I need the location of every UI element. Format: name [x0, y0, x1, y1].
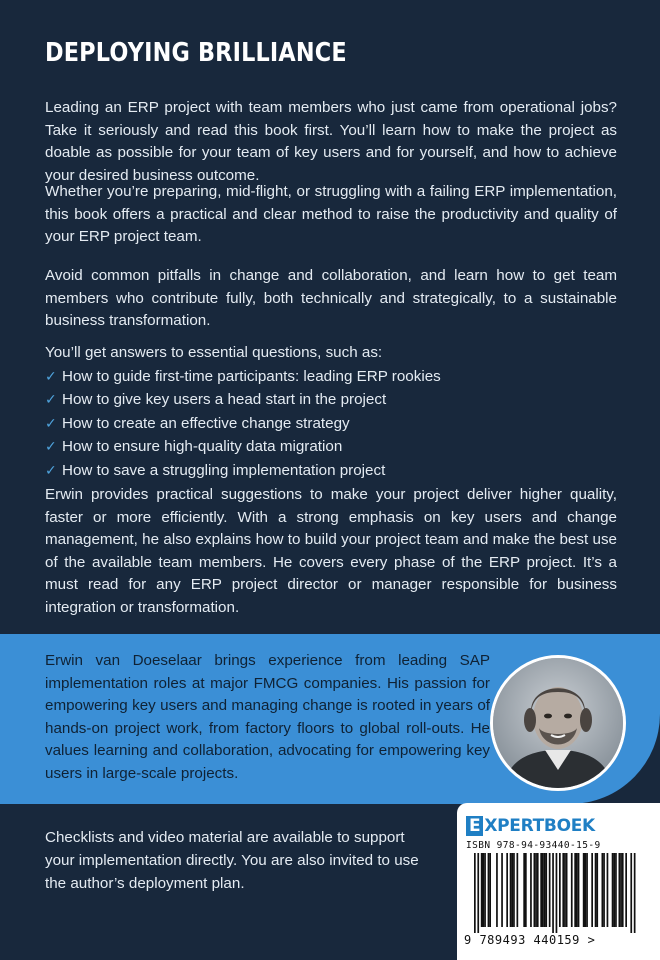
author-photo: [490, 655, 626, 791]
list-item-text: How to ensure high-quality data migration: [62, 438, 343, 455]
book-title: DEPLOYING BRILLIANCE: [45, 38, 347, 68]
barcode-bar: [477, 853, 479, 933]
barcode-bar: [583, 853, 585, 927]
intro-text: Leading an ERP project with team members who just came from operational jobs? Take it seriously and read this book first. You’ll learn how to make the project as doable as possible for your team of key users and for yourself, and how to achieve your desired business outcome.: [45, 99, 617, 184]
barcode-bar: [566, 853, 568, 927]
author-bio-text: Erwin van Doeselaar brings experience from leading SAP implementation roles at major FMCG companies. His passion for empowering key users and managing change is rooted in years of hands-on project work, from factory floors to global roll-outs. He values learning and collaboration, advocating for empowering key users in large-scale projects.: [45, 652, 490, 782]
barcode-bar: [535, 853, 537, 927]
closing-paragraph: [45, 826, 435, 895]
barcode-bar: [496, 853, 498, 927]
barcode-bar: [530, 853, 532, 927]
intro-paragraph: [45, 97, 617, 187]
barcode-bar: [595, 853, 597, 927]
checkmark-icon: ✓: [45, 391, 57, 407]
checkmark-icon: ✓: [45, 461, 57, 478]
list-item: [45, 412, 617, 436]
barcode-bar: [537, 853, 539, 927]
barcode-bar: [544, 853, 546, 927]
barcode-bar: [525, 853, 527, 927]
questions-section: [45, 342, 617, 482]
barcode-bar: [562, 853, 564, 927]
barcode-bar: [596, 853, 598, 927]
barcode-bar: [578, 853, 580, 927]
barcode-bar: [613, 853, 615, 927]
checkmark-icon: ✓: [45, 438, 57, 454]
barcode-bar: [607, 853, 609, 927]
suggestions-text: Erwin provides practical suggestions to make your project deliver higher quality, faster or more efficiently. With a strong emphasis on key users and change management, he also explains how to build your project team and make the best use of the available team members. He covers every phase of the ERP project. It’s a must read for any ERP project director or manager responsible for business integration or transformation.: [45, 486, 617, 616]
barcode-bar: [513, 853, 515, 927]
list-item-text: How to create an effective change strategy: [62, 414, 350, 432]
barcode-bar: [574, 853, 576, 927]
barcode-bar: [620, 853, 622, 927]
barcode-bar: [523, 853, 525, 927]
barcode-bar: [634, 853, 636, 933]
barcode-bar: [552, 853, 554, 933]
suggestions-paragraph: [45, 484, 617, 619]
barcode-bar: [591, 853, 593, 927]
barcode-bar: [625, 853, 627, 927]
questions-intro: You’ll get answers to essential questions, such as:: [45, 344, 383, 361]
barcode-bar: [585, 853, 587, 927]
barcode-bar: [484, 853, 486, 927]
list-item-text: How to save a struggling implementation project: [62, 461, 386, 479]
barcode-bar: [540, 853, 542, 927]
barcode-digits: 9 789493 440159 >: [464, 933, 596, 947]
publisher-logo-text: XPERTBOEK: [484, 816, 595, 836]
author-bio: [45, 650, 490, 785]
barcode-bar: [619, 853, 621, 927]
closing-text: Checklists and video material are available to support your implementation directly. You are also invited to use the author’s deployment plan.: [45, 829, 419, 892]
pitfalls-paragraph: [45, 265, 617, 333]
barcode-bar: [603, 853, 605, 927]
barcode-bar: [586, 853, 588, 927]
questions-list: [45, 365, 617, 483]
barcode-bar: [615, 853, 617, 927]
checkmark-icon: ✓: [45, 414, 57, 431]
list-item: [45, 365, 617, 389]
barcode-bar: [488, 853, 490, 927]
barcode-bar: [556, 853, 558, 933]
method-paragraph: [45, 181, 617, 249]
barcode-bar: [481, 853, 483, 927]
list-item-text: How to guide first-time participants: leading ERP rookies: [62, 367, 441, 385]
barcode-bar: [489, 853, 491, 927]
isbn-label: ISBN 978-94-93440-15-9: [466, 840, 601, 851]
barcode-bar: [630, 853, 632, 933]
list-item: [45, 435, 617, 459]
barcode-bar: [542, 853, 544, 927]
publisher-logo-mark: E: [466, 816, 483, 836]
list-item-text: How to give key users a head start in the project: [62, 391, 387, 408]
barcode-bar: [612, 853, 614, 927]
method-text: Whether you’re preparing, mid-flight, or struggling with a failing ERP implementation, this book offers a practical and clear method to raise the productivity and quality of your ERP project team.: [45, 183, 617, 245]
list-item: [45, 388, 617, 412]
barcode-bar: [534, 853, 536, 927]
barcode-bar: [506, 853, 508, 927]
barcode-bar: [576, 853, 578, 927]
author-portrait-icon: [493, 658, 623, 788]
barcode-bar: [559, 853, 561, 927]
list-item: [45, 459, 617, 483]
pitfalls-text: Avoid common pitfalls in change and collaboration, and learn how to get team members who contribute fully, both technically and strategically, to a sustainable business transformation.: [45, 267, 617, 329]
publisher-logo: [466, 816, 595, 836]
barcode-bar: [474, 853, 476, 933]
barcode-bar: [511, 853, 513, 927]
barcode-bar: [510, 853, 512, 927]
barcode-bar: [622, 853, 624, 927]
barcode-bar: [483, 853, 485, 927]
checkmark-icon: ✓: [45, 367, 57, 384]
barcode-bar: [549, 853, 551, 927]
barcode-bar: [501, 853, 503, 927]
barcode-bar: [545, 853, 547, 927]
barcode-bar: [602, 853, 604, 927]
barcode-bar: [564, 853, 566, 927]
barcode-icon: [462, 853, 644, 933]
barcode-bar: [517, 853, 519, 927]
barcode-bar: [571, 853, 573, 927]
